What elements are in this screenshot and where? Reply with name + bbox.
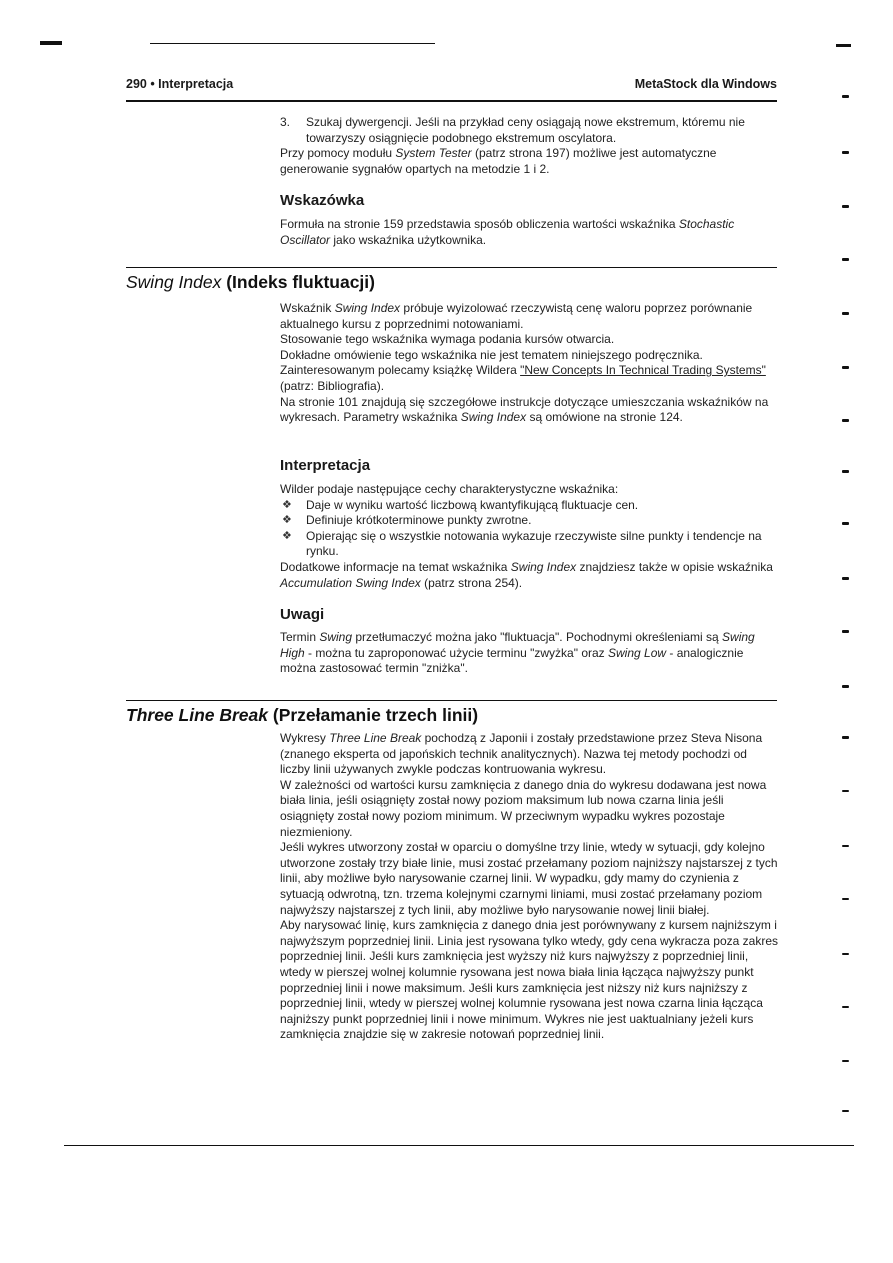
- margin-mark: [842, 685, 849, 688]
- bottom-scan-rule: [64, 1145, 854, 1146]
- margin-mark: [842, 630, 849, 633]
- margin-mark: [842, 1060, 849, 1062]
- section-title-swing-index: Swing Index (Indeks fluktuacji): [126, 272, 375, 292]
- margin-mark: [842, 953, 849, 955]
- running-header-left: 290 • Interpretacja: [126, 77, 234, 91]
- intro-block: [280, 115, 780, 177]
- notes-heading: Uwagi: [280, 606, 325, 623]
- top-corner-mark: [40, 41, 62, 45]
- top-scan-rule: [150, 43, 435, 44]
- margin-mark: [842, 845, 849, 847]
- section-title-three-line-break: Three Line Break (Przełamanie trzech linii): [126, 705, 479, 725]
- section-rule: [126, 267, 777, 268]
- paragraph: Termin Swing przetłumaczyć można jako "fluktuacja". Pochodnymi określeniami są Swing High - można tu zaproponować użycie terminu "zwyżka" oraz Swing Low - analogicznie można zastosować termin "zniżka".: [280, 630, 755, 676]
- paragraph: Dokładne omówienie tego wskaźnika nie jest tematem niniejszego podręcznika.: [280, 347, 703, 362]
- margin-mark: [842, 898, 849, 900]
- margin-mark: [842, 470, 849, 473]
- notes-block: [280, 630, 780, 677]
- list-item: ❖ Opierając się o wszystkie notowania wykazuje rzeczywiste silne punkty i tendencje na rynku.: [282, 528, 762, 559]
- hint-heading: Wskazówka: [280, 192, 365, 209]
- header-rule: [126, 100, 777, 102]
- margin-mark: [842, 1006, 849, 1008]
- paragraph: Stosowanie tego wskaźnika wymaga podania kursów otwarcia.: [280, 332, 615, 347]
- paragraph: Wilder podaje następujące cechy charakterystyczne wskaźnika:: [280, 482, 619, 496]
- list-item: ❖ Daje w wyniku wartość liczbową kwantyfikującą fluktuacje cen.: [282, 497, 639, 512]
- paragraph: Na stronie 101 znajdują się szczegółowe instrukcje dotyczące umieszczania wskaźników na wykresach. Parametry wskaźnika Swing Index są omówione na stronie 124.: [280, 394, 769, 425]
- section-rule: [126, 700, 777, 701]
- paragraph: Zainteresowanym polecamy książkę Wildera "New Concepts In Technical Trading Systems" (patrz: Bibliografia).: [280, 363, 766, 393]
- paragraph: Wykresy Three Line Break pochodzą z Japonii i zostały przedstawione przez Steva Nisona (znanego eksperta od japońskich technik analitycznych). Nazwa tej metody pochodzi od liczby linii używanych zwykle podczas kontruowania wykresu.: [280, 731, 763, 777]
- margin-mark: [842, 522, 849, 525]
- paragraph: Przy pomocy modułu System Tester (patrz strona 197) możliwe jest automatyczne generowanie sygnałów opartych na metodzie 1 i 2.: [280, 146, 717, 176]
- margin-mark: [842, 95, 849, 98]
- margin-mark: [842, 312, 849, 315]
- margin-mark: [842, 151, 849, 154]
- interpretation-block: [280, 482, 780, 591]
- margin-mark: [842, 205, 849, 208]
- paragraph: Formuła na stronie 159 przedstawia sposób obliczenia wartości wskaźnika Stochastic Oscillator jako wskaźnika użytkownika.: [280, 217, 735, 247]
- diamond-bullet-icon: ❖: [282, 529, 292, 542]
- hint-block: [280, 217, 780, 248]
- list-item: ❖ Definiuje krótkoterminowe punkty zwrotne.: [282, 513, 532, 528]
- list-item-3: [280, 115, 780, 146]
- margin-mark: [842, 1110, 849, 1112]
- diamond-bullet-icon: ❖: [282, 514, 292, 527]
- paragraph: Wskaźnik Swing Index próbuje wyizolować rzeczywistą cenę waloru poprzez porównanie aktualnego kursu z poprzednimi notowaniami.: [280, 301, 753, 331]
- margin-mark: [842, 790, 849, 792]
- book-title-link: "New Concepts In Technical Trading Systems": [520, 363, 766, 378]
- three-line-break-block: [280, 731, 780, 1043]
- margin-mark: [842, 419, 849, 422]
- interpretation-heading: Interpretacja: [280, 457, 371, 474]
- top-right-mark: [836, 44, 851, 47]
- feature-list: [280, 498, 780, 560]
- margin-mark: [842, 258, 849, 261]
- swing-block: [280, 301, 780, 426]
- margin-mark: [842, 736, 849, 739]
- paragraph: Aby narysować linię, kurs zamknięcia z danego dnia jest porównywany z kursem najniższym i najwyższym poprzedniej linii. Linia jest rysowana tylko wtedy, gdy cena wykracza poza zakres poprzedniej linii. Jeśli kurs zamknięcia jest wyższy niż kurs najwyższy z poprzedniej linii, wtedy w pierszej wolnej kolumnie rysowana jest nowa biała linia łącząca najwyższy punkt poprzedniej linii i nowe maksimum. Jeśli kurs zamknięcia jest niższy niż kurs najniższy z poprzedniej linii, wtedy w pierszej wolnej kolumnie rysowana jest nowa czarna linia łącząca najniższy punkt poprzedniej linii i nowe minimum. Wykres nie jest uaktualniany jeżeli kurs zamknięcia znajdzie się w zakresie notowań poprzedniej linii.: [280, 918, 778, 1042]
- paragraph: Dodatkowe informacje na temat wskaźnika Swing Index znajdziesz także w opisie wskaźnika Accumulation Swing Index (patrz strona 254).: [280, 559, 773, 590]
- diamond-bullet-icon: ❖: [282, 498, 292, 511]
- running-header-right: MetaStock dla Windows: [634, 77, 777, 91]
- margin-mark: [842, 366, 849, 369]
- list-item-text: Szukaj dywergencji. Jeśli na przykład ceny osiągają nowe ekstremum, któremu nie towarzyszy osiągnięcie podobnego ekstremum oscylatora.: [306, 115, 745, 145]
- paragraph: Jeśli wykres utworzony został w oparciu o domyślne trzy linie, wtedy w sytuacji, gdy kolejno utworzone zostały trzy białe linie, musi zostać przełamany poziom najniższy najstarszej z tych linii, aby możliwe było narysowanie czarnej linii. W wypadku, gdy mamy do czynienia z sytuacją odwrotną, tzn. trzema kolejnymi czarnymi liniami, musi zostać przełamany poziom najwyższy najstarszej z tych linii, aby możliwe było narysowanie nowej linii białej.: [280, 840, 778, 917]
- paragraph: W zależności od wartości kursu zamknięcia z danego dnia do wykresu dodawana jest nowa biała linia, jeśli osiągnięty został nowy poziom maksimum lub nowa czarna linia jeśli osiągnięty został nowy poziom minimum. W przeciwnym wypadku wykres pozostaje niezmieniony.: [280, 777, 767, 839]
- margin-mark: [842, 577, 849, 580]
- list-number: 3.: [280, 115, 291, 129]
